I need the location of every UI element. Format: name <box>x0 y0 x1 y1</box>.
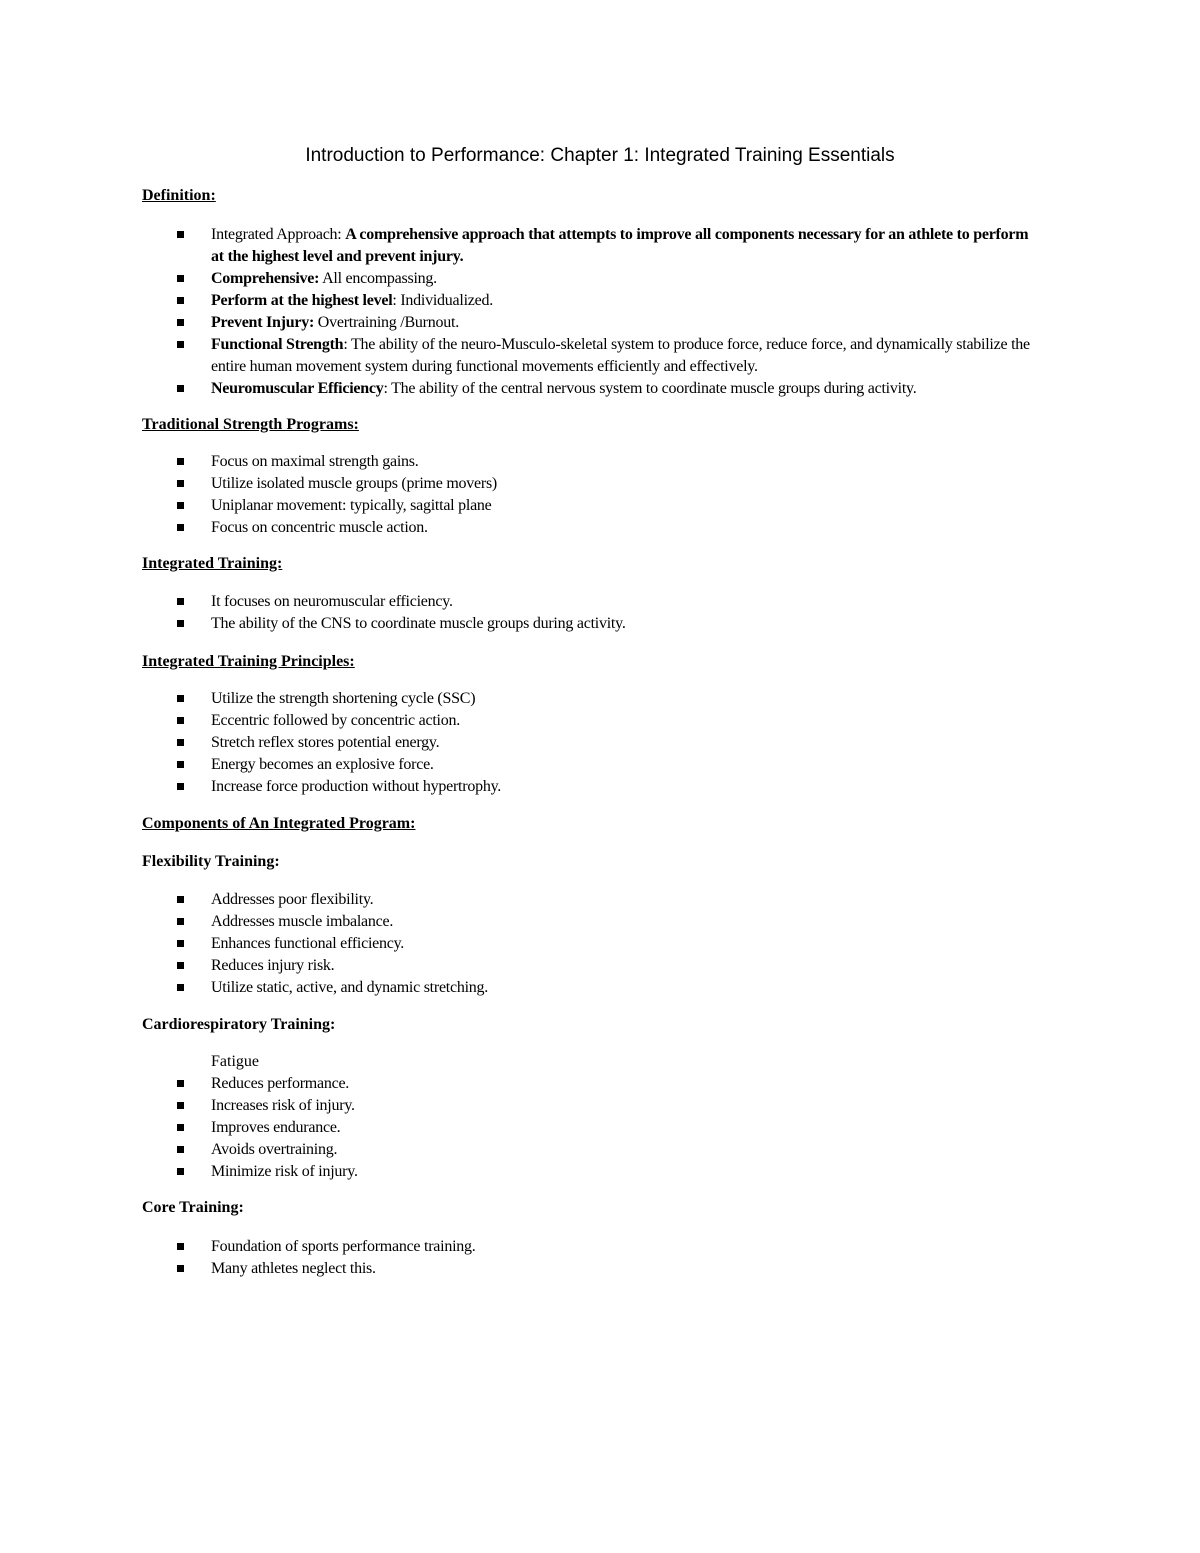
bullet-icon <box>177 1102 184 1109</box>
item-label: Functional Strength <box>211 336 344 353</box>
page-title: Introduction to Performance: Chapter 1: Integrated Training Essentials <box>305 145 895 166</box>
list-item <box>0 451 1041 473</box>
list-item <box>0 732 1041 754</box>
bullet-icon <box>177 1146 184 1153</box>
item-text: It focuses on neuromuscular efficiency. <box>211 593 453 610</box>
principles-heading: Integrated Training Principles: <box>142 653 355 670</box>
bullet-icon <box>177 1243 184 1250</box>
bullet-icon <box>177 480 184 487</box>
item-text: : The ability of the central nervous system to coordinate muscle groups during activity. <box>383 380 917 397</box>
item-text: The ability of the CNS to coordinate muscle groups during activity. <box>211 615 626 632</box>
item-text: Enhances functional efficiency. <box>211 935 405 952</box>
bullet-icon <box>177 695 184 702</box>
bullet-icon <box>177 620 184 627</box>
item-text: Addresses muscle imbalance. <box>211 913 394 930</box>
list-item <box>0 591 1041 613</box>
item-text: Reduces injury risk. <box>211 957 335 974</box>
item-text: Stretch reflex stores potential energy. <box>211 734 440 751</box>
integrated-heading: Integrated Training: <box>142 555 283 572</box>
item-text: Utilize the strength shortening cycle (SSC) <box>211 690 476 707</box>
core-list <box>0 1236 1041 1280</box>
item-text: Energy becomes an explosive force. <box>211 756 434 773</box>
cardio-intro: Fatigue <box>211 1053 259 1070</box>
integrated-list <box>0 591 1041 635</box>
bullet-icon <box>177 275 184 282</box>
item-text: Focus on maximal strength gains. <box>211 453 419 470</box>
item-text: Addresses poor flexibility. <box>211 891 374 908</box>
list-item <box>0 933 1041 955</box>
item-label: Comprehensive: <box>211 270 320 287</box>
bullet-icon <box>177 341 184 348</box>
traditional-list <box>0 451 1041 539</box>
list-item <box>0 1161 1041 1183</box>
item-text: Avoids overtraining. <box>211 1141 338 1158</box>
item-label: Integrated Approach: <box>211 226 346 243</box>
item-label: Prevent Injury: <box>211 314 315 331</box>
list-item <box>0 613 1041 635</box>
bullet-icon <box>177 231 184 238</box>
item-text: Utilize isolated muscle groups (prime movers) <box>211 475 498 492</box>
item-text: Eccentric followed by concentric action. <box>211 712 460 729</box>
bullet-icon <box>177 598 184 605</box>
cardio-list <box>0 1073 1041 1183</box>
list-item <box>0 495 1041 517</box>
list-item <box>0 1117 1041 1139</box>
item-text: : The ability of the neuro-Musculo-skeletal system to produce force, reduce force, and dynamically stabilize the entire human movement system during functional movements efficiently and effectively. <box>211 336 1030 375</box>
list-item <box>0 710 1041 732</box>
bullet-icon <box>177 783 184 790</box>
item-text: All encompassing. <box>319 270 437 287</box>
list-item <box>0 1095 1041 1117</box>
item-text: Minimize risk of injury. <box>211 1163 358 1180</box>
bullet-icon <box>177 385 184 392</box>
traditional-heading: Traditional Strength Programs: <box>142 416 359 433</box>
list-item <box>0 889 1041 911</box>
list-item <box>0 977 1041 999</box>
list-item <box>0 224 1041 268</box>
flexibility-heading: Flexibility Training: <box>142 853 280 870</box>
item-text: Many athletes neglect this. <box>211 1260 376 1277</box>
list-item <box>0 754 1041 776</box>
item-text: : Individualized. <box>392 292 493 309</box>
item-label: Neuromuscular Efficiency <box>211 380 384 397</box>
principles-list <box>0 688 1041 798</box>
list-item <box>0 312 1041 334</box>
bullet-icon <box>177 297 184 304</box>
core-heading: Core Training: <box>142 1199 244 1216</box>
bullet-icon <box>177 1265 184 1272</box>
bullet-icon <box>177 319 184 326</box>
item-text: Foundation of sports performance training. <box>211 1238 476 1255</box>
list-item <box>0 688 1041 710</box>
item-text: Increases risk of injury. <box>211 1097 355 1114</box>
flexibility-list <box>0 889 1041 999</box>
bullet-icon <box>177 984 184 991</box>
cardio-heading: Cardiorespiratory Training: <box>142 1016 336 1033</box>
item-text: A comprehensive approach that attempts to improve all components necessary for an athlete to perform at the highest level and prevent injury. <box>211 226 1029 265</box>
bullet-icon <box>177 502 184 509</box>
item-text: Increase force production without hypertrophy. <box>211 778 502 795</box>
definition-heading: Definition: <box>142 187 216 204</box>
list-item <box>0 776 1041 798</box>
list-item <box>0 290 1041 312</box>
item-text: Focus on concentric muscle action. <box>211 519 428 536</box>
list-item <box>0 378 1041 400</box>
bullet-icon <box>177 761 184 768</box>
list-item <box>0 911 1041 933</box>
list-item <box>0 1258 1041 1280</box>
definition-list <box>0 224 1041 400</box>
item-text: Utilize static, active, and dynamic stretching. <box>211 979 489 996</box>
bullet-icon <box>177 962 184 969</box>
list-item <box>0 517 1041 539</box>
components-heading: Components of An Integrated Program: <box>142 815 416 832</box>
bullet-icon <box>177 524 184 531</box>
bullet-icon <box>177 739 184 746</box>
item-text: Reduces performance. <box>211 1075 350 1092</box>
item-text: Overtraining /Burnout. <box>314 314 459 331</box>
bullet-icon <box>177 1080 184 1087</box>
bullet-icon <box>177 717 184 724</box>
bullet-icon <box>177 918 184 925</box>
list-item <box>0 955 1041 977</box>
list-item <box>0 334 1041 378</box>
item-label: Perform at the highest level <box>211 292 393 309</box>
list-item <box>0 268 1041 290</box>
item-text: Improves endurance. <box>211 1119 341 1136</box>
item-text: Uniplanar movement: typically, sagittal plane <box>211 497 492 514</box>
bullet-icon <box>177 1168 184 1175</box>
list-item <box>0 1139 1041 1161</box>
bullet-icon <box>177 940 184 947</box>
list-item <box>0 1073 1041 1095</box>
bullet-icon <box>177 1124 184 1131</box>
list-item <box>0 1236 1041 1258</box>
bullet-icon <box>177 458 184 465</box>
list-item <box>0 473 1041 495</box>
bullet-icon <box>177 896 184 903</box>
